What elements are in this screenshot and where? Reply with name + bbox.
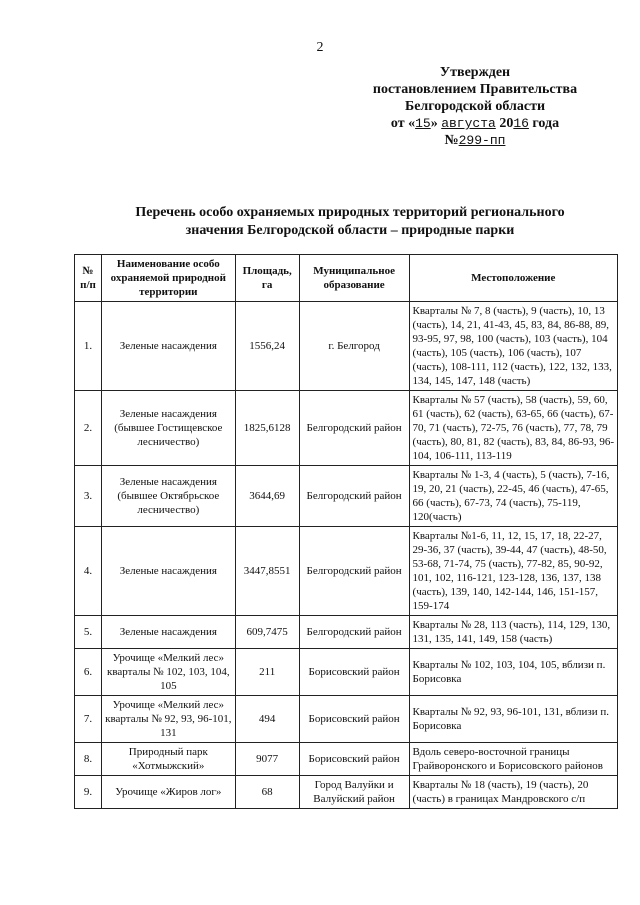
cell-municipality: Белгородский район xyxy=(299,466,409,527)
table-row xyxy=(75,696,618,743)
approval-number: 299-пп xyxy=(458,133,506,148)
cell-municipality: Белгородский район xyxy=(299,391,409,466)
table-row xyxy=(75,302,618,391)
approval-day: 15 xyxy=(415,116,431,131)
cell-municipality: Борисовский район xyxy=(299,743,409,776)
cell-area: 68 xyxy=(235,776,299,809)
cell-location: Кварталы №1-6, 11, 12, 15, 17, 18, 22-27, 29-36, 37 (часть), 39-44, 47 (часть), 48-50, 53-68, 71-74, 75 (часть), 77-82, 85, 90-92, 101, 102, 116-121, 123-128, 136, 137, 138 (часть), 139, 140, 142-144, 146, 151-157, 159-174 xyxy=(409,527,617,616)
document-title-line-2: значения Белгородской области – природные парки xyxy=(185,223,515,238)
cell-area: 609,7475 xyxy=(235,616,299,649)
approval-quote-open: « xyxy=(408,116,416,131)
cell-num: 8. xyxy=(75,743,102,776)
cell-num: 1. xyxy=(75,302,102,391)
cell-location: Кварталы № 102, 103, 104, 105, вблизи п. Борисовка xyxy=(409,649,617,696)
cell-municipality: Борисовский район xyxy=(299,649,409,696)
table-row xyxy=(75,616,618,649)
cell-num: 3. xyxy=(75,466,102,527)
cell-area: 211 xyxy=(235,649,299,696)
approval-line-2: постановлением Правительства xyxy=(372,82,578,97)
cell-num: 7. xyxy=(75,696,102,743)
approval-number-sign: № xyxy=(444,133,459,148)
table-row xyxy=(75,649,618,696)
cell-num: 4. xyxy=(75,527,102,616)
cell-location: Кварталы № 18 (часть), 19 (часть), 20 (часть) в границах Мандровского с/п xyxy=(409,776,617,809)
cell-num: 9. xyxy=(75,776,102,809)
cell-municipality: Город Валуйки и Валуйский район xyxy=(299,776,409,809)
cell-num: 2. xyxy=(75,391,102,466)
header-num: № п/п xyxy=(75,255,102,302)
cell-municipality: Белгородский район xyxy=(299,616,409,649)
approval-date-line xyxy=(342,115,608,132)
cell-area: 1825,6128 xyxy=(235,391,299,466)
approval-number-line xyxy=(342,132,608,149)
cell-area: 9077 xyxy=(235,743,299,776)
cell-location: Кварталы № 28, 113 (часть), 114, 129, 130, 131, 135, 141, 149, 158 (часть) xyxy=(409,616,617,649)
approval-year-word: года xyxy=(532,116,560,131)
cell-area: 3447,8551 xyxy=(235,527,299,616)
cell-name: Урочище «Мелкий лес» кварталы № 102, 103, 104, 105 xyxy=(101,649,235,696)
approval-block xyxy=(342,64,608,149)
cell-municipality: Борисовский район xyxy=(299,696,409,743)
cell-name: Зеленые насаждения (бывшее Гостищевское лесничество) xyxy=(101,391,235,466)
cell-municipality: г. Белгород xyxy=(299,302,409,391)
cell-location: Кварталы № 57 (часть), 58 (часть), 59, 60, 61 (часть), 62 (часть), 63-65, 66 (часть), 67-70, 71 (часть), 72-75, 76 (часть), 77, 78, 79 (часть), 80, 81, 82 (часть), 83, 84, 86-93, 96-104, 106-111, 113-119 xyxy=(409,391,617,466)
cell-location: Вдоль северо-восточной границы Грайворонского и Борисовского районов xyxy=(409,743,617,776)
header-area: Площадь, га xyxy=(235,255,299,302)
cell-name: Урочище «Жиров лог» xyxy=(101,776,235,809)
approval-month: августа xyxy=(441,116,496,131)
approval-quote-close: » xyxy=(430,116,438,131)
cell-num: 6. xyxy=(75,649,102,696)
cell-area: 494 xyxy=(235,696,299,743)
table-row xyxy=(75,743,618,776)
approval-line-1: Утвержден xyxy=(439,65,511,80)
cell-location: Кварталы № 1-3, 4 (часть), 5 (часть), 7-16, 19, 20, 21 (часть), 22-45, 46 (часть), 47-65, 66 (часть), 67-73, 74 (часть), 75-119, 120(часть) xyxy=(409,466,617,527)
document-title-line-1: Перечень особо охраняемых природных территорий регионального xyxy=(135,205,565,220)
table-row xyxy=(75,527,618,616)
document-title xyxy=(80,204,620,240)
table-row xyxy=(75,776,618,809)
cell-location: Кварталы № 92, 93, 96-101, 131, вблизи п. Борисовка xyxy=(409,696,617,743)
parks-table xyxy=(74,254,618,809)
header-municipality: Муниципальное образование xyxy=(299,255,409,302)
approval-line-3: Белгородской области xyxy=(404,99,546,114)
table-row xyxy=(75,466,618,527)
header-name: Наименование особо охраняемой природной территории xyxy=(101,255,235,302)
approval-year-prefix: 20 xyxy=(499,116,514,131)
cell-name: Природный парк «Хотмыжский» xyxy=(101,743,235,776)
page-number: 2 xyxy=(316,40,324,55)
cell-name: Зеленые насаждения xyxy=(101,616,235,649)
cell-num: 5. xyxy=(75,616,102,649)
approval-from: от xyxy=(390,116,405,131)
cell-municipality: Белгородский район xyxy=(299,527,409,616)
cell-name: Зеленые насаждения xyxy=(101,527,235,616)
cell-area: 1556,24 xyxy=(235,302,299,391)
table-row xyxy=(75,391,618,466)
cell-name: Зеленые насаждения xyxy=(101,302,235,391)
header-location: Местоположение xyxy=(409,255,617,302)
cell-name: Урочище «Мелкий лес» кварталы № 92, 93, 96-101, 131 xyxy=(101,696,235,743)
cell-name: Зеленые насаждения (бывшее Октябрьское лесничество) xyxy=(101,466,235,527)
cell-location: Кварталы № 7, 8 (часть), 9 (часть), 10, 13 (часть), 14, 21, 41-43, 45, 83, 84, 86-88, 89, 93-95, 97, 98, 100 (часть), 103 (часть), 104 (часть), 105 (часть), 106 (часть), 107 (часть), 108-111, 112 (часть), 122, 132, 133, 134, 145, 147, 148 (часть) xyxy=(409,302,617,391)
cell-area: 3644,69 xyxy=(235,466,299,527)
table-header-row xyxy=(75,255,618,302)
approval-year-suffix: 16 xyxy=(513,116,529,131)
